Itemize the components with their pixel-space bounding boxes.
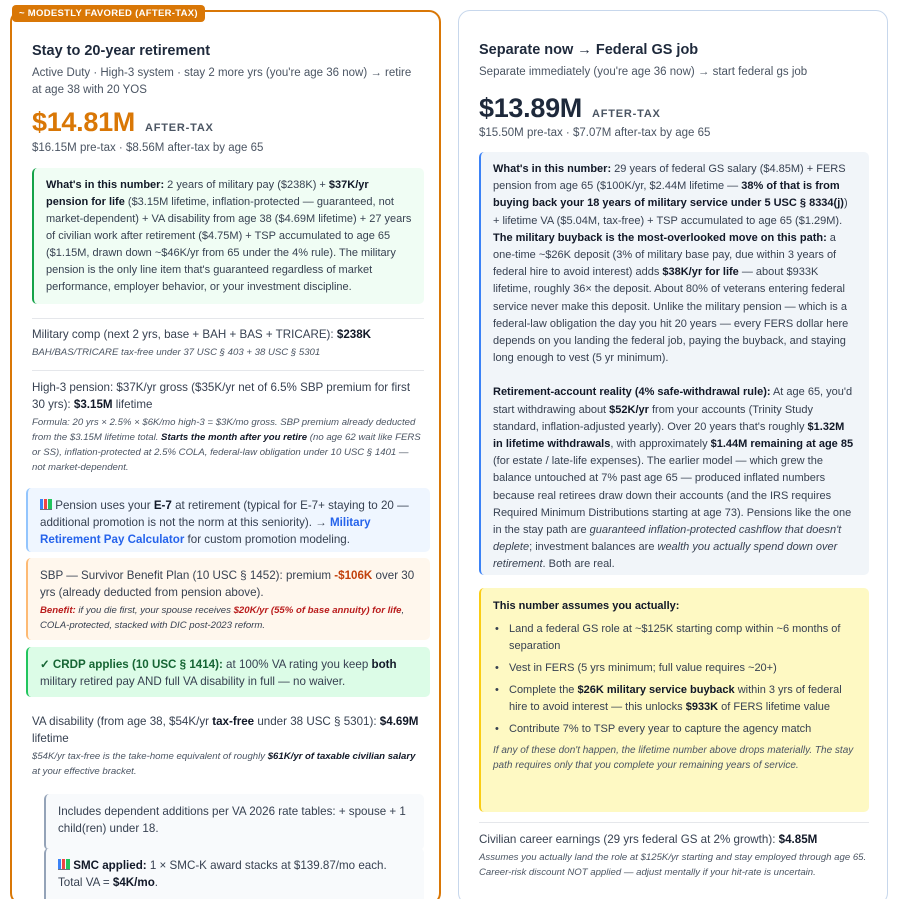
after-tax-total (479, 93, 661, 124)
list-item: • Complete the $26K military service buyback within 3 yrs of federal hire to avoid interest — this unlocks $933K of FERS lifetime value (493, 682, 857, 716)
stay-scenario-card (10, 10, 441, 899)
dependent-additions-box: Includes dependent additions per VA 2026 rate tables: + spouse + 1 child(ren) under 18. (44, 794, 424, 850)
list-item: • Contribute 7% to TSP every year to capture the agency match (493, 721, 857, 738)
whats-in-number-box: What's in this number: 2 years of military pay ($238K) + $37K/yr pension for life ($3.15M lifetime, inflation-protected — guaranteed, not market-dependent) + VA disability from age 38 ($4.69M lifetime) + 27 years of civilian work after retirement ($4.75M) + TSP accumulated to age 65 ($1.15M, drawn down ~$46K/yr from 65 under the 4% rule). The military pension is the only line item that's guaranteed regardless of market performance, employer behavior, or your investment discipline. (32, 168, 424, 304)
crdp-box: ✓ CRDP applies (10 USC § 1414): at 100% VA rating you keep both military retired pay AND full VA disability in full — no waiver. (26, 647, 430, 697)
favored-badge: ~ MODESTLY FAVORED (AFTER-TAX) (12, 5, 205, 22)
amount-value: $13.89M (479, 93, 582, 123)
retirement-pay-calculator-link[interactable]: Military Retirement Pay Calculator (40, 516, 371, 546)
pension-rank-info: Pension uses your E-7 at retirement (typical for E-7+ staying to 20 — additional promotion is not the norm at this seniority). → Military Retirement Pay Calculator for custom promotion modeling. (26, 488, 430, 552)
military-comp-row: Military comp (next 2 yrs, base + BAH + BAS + TRICARE): $238K BAH/BAS/TRICARE tax-free under 37 USC § 403 + 38 USC § 5301 (32, 328, 372, 358)
scenario-title: Stay to 20-year retirement (32, 43, 211, 59)
civilian-earnings-row: Civilian career earnings (29 yrs federal GS at 2% growth): $4.85M Assumes you actually land the role at $125K/yr starting and stay employed through age 65. Career-risk discount NOT applied — adjust mentally if your hit-rate is uncertain. (479, 833, 867, 878)
scenario-title: Separate now → Federal GS job (479, 42, 699, 58)
pre-tax-subline: $15.50M pre-tax · $7.07M after-tax by age 65 (479, 127, 711, 139)
amount-suffix: AFTER-TAX (591, 108, 661, 120)
smc-box: SMC applied: 1 × SMC-K award stacks at $139.87/mo each. Total VA = $4K/mo. (44, 848, 424, 899)
after-tax-total (32, 107, 214, 138)
divider (479, 822, 869, 823)
chart-icon (40, 499, 52, 510)
chart-icon (58, 859, 70, 870)
separate-scenario-card (458, 10, 888, 899)
assumptions-box (479, 588, 869, 812)
list-item: • Vest in FERS (5 yrs minimum; full value requires ~20+) (493, 660, 857, 677)
assumptions-note: If any of these don't happen, the lifetime number above drops materially. The stay path requires only that you complete your remaining years of service. (493, 745, 854, 771)
divider (32, 318, 424, 319)
divider (32, 370, 424, 371)
high3-pension-row: High-3 pension: $37K/yr gross ($35K/yr net of 6.5% SBP premium for first 30 yrs): $3.15M lifetime Formula: 20 yrs × 2.5% × $6K/mo high-3 = $3K/mo gross. SBP premium already deducted from the $3.15M lifetime total. Starts the month after you retire (no age 62 wait like FERS or SS), inflation-protected at 2.5% COLA, federal-law obligation under 10 USC § 1401 — not market-dependent. (32, 381, 421, 473)
retirement-account-reality: Retirement-account reality (4% safe-withdrawal rule): At age 65, you'd start withdrawing about $52K/yr from your accounts (Trinity Study standard, inflation-adjusted yearly). Over 20 years that's roughly $1.32M in lifetime withdrawals, with approximately $1.44M remaining at age 85 (for estate / late-life expenses). The earlier model — which grew the balance untouched at 7% past age 65 — produced inflated numbers because real retirees draw down their accounts (and the IRS requires Required Minimum Distributions starting at age 73). Pensions like the one in the stay path are guaranteed inflation-protected cashflow that doesn't deplete; investment balances are wealth you actually spend down over retirement. Both are real. (493, 386, 854, 571)
assumptions-title: This number assumes you actually: (493, 600, 680, 612)
list-item: • Land a federal GS role at ~$125K starting comp within ~6 months of separation (493, 621, 857, 655)
pre-tax-subline: $16.15M pre-tax · $8.56M after-tax by age 65 (32, 142, 264, 154)
sbp-box: SBP — Survivor Benefit Plan (10 USC § 1452): premium -$106K over 30 yrs (already deducted from pension above). Benefit: if you die first, your spouse receives $20K/yr (55% of base annuity) for life, COLA-protected, stacked with DIC post-2023 reform. (26, 558, 430, 640)
scenario-subtitle: Separate immediately (you're age 36 now) → start federal gs job (479, 66, 808, 78)
va-disability-row: VA disability (from age 38, $54K/yr tax-free under 38 USC § 5301): $4.69M lifetime $54K/yr tax-free is the take-home equivalent of roughly $61K/yr of taxable civilian salary at your effective bracket. (32, 715, 419, 777)
whats-in-number-box: What's in this number: 29 years of federal GS salary ($4.85M) + FERS pension from age 65 ($100K/yr, $2.44M lifetime — 38% of that is from buying back your 18 years of military service under 5 USC § 8334(j)) + lifetime VA ($5.04M, tax-free) + TSP accumulated to age 65 ($1.29M). The military buyback is the most-overlooked move on this path: a one-time ~$26K deposit (3% of military base pay, due within 3 years of federal hire to avoid interest) adds $38K/yr for life — about $933K lifetime, roughly 36× the deposit. About 80% of veterans entering federal service never make this deposit. Unlike the military pension — which is a federal-law obligation the day you hit 20 years — every FERS dollar here depends on you landing the federal job, paying the buyback, and staying long enough to vest (5 yr minimum). Retirement-account reality (4% safe-withdrawal rule): At age 65, you'd start withdrawing about $52K/yr from your accounts (Trinity Study standard, inflation-adjusted yearly). Over 20 years that's roughly $1.32M in lifetime withdrawals, with approximately $1.44M remaining at age 85 (for estate / late-life expenses). The earlier model — which grew the balance untouched at 7% past age 65 — produced inflated numbers because real retirees draw down their accounts (and the IRS requires Required Minimum Distributions starting at age 73). Pensions like the one in the stay path are guaranteed inflation-protected cashflow that doesn't deplete; investment balances are wealth you actually spend down over retirement. Both are real. (479, 152, 869, 575)
amount-value: $14.81M (32, 107, 135, 137)
amount-suffix: AFTER-TAX (144, 122, 214, 134)
scenario-subtitle: Active Duty · High-3 system · stay 2 more yrs (you're age 36 now) → retire at age 38 with 20 YOS (32, 67, 412, 96)
assumptions-list (493, 621, 857, 738)
